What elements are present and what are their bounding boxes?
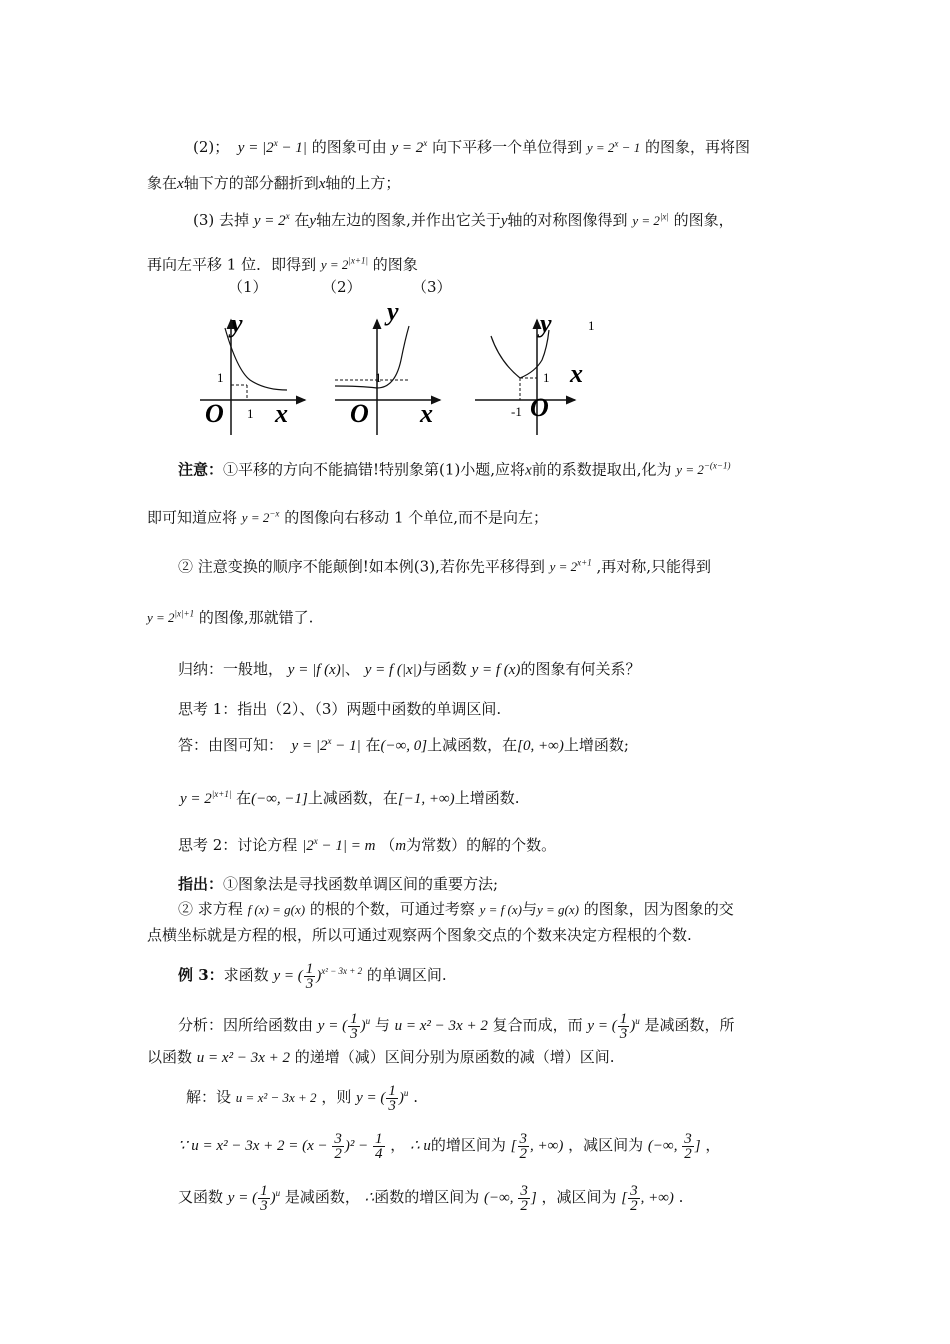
- graph-2: [335, 300, 440, 435]
- curve: [335, 326, 409, 388]
- tick-1: 1: [375, 370, 382, 385]
- y-label: y: [540, 309, 552, 338]
- para3-line1: (3) 去掉 $y = 2^x$ 在y轴左边的图象,并作出它关于y轴的对称图像得到 $y = 2^{|x|}$ 的图象，: [193, 211, 734, 229]
- note-line2: 即可知道应将 $y = 2^{-x}$ 的图像向右移动 1 个单位,而不是向左；: [147, 508, 549, 527]
- y-label: y: [387, 300, 399, 326]
- formula: $y = 2^x - 1$: [586, 138, 641, 155]
- graph-1: [200, 309, 305, 435]
- fig-label-3: （3）: [412, 278, 452, 296]
- note2-line2: $y = 2^{|x|+1}$ 的图像,那就错了.: [147, 608, 314, 627]
- x-label: x: [275, 399, 288, 428]
- tick-1: 1: [588, 318, 595, 333]
- y-label: y: [231, 309, 243, 338]
- analysis-line1: 分析：因所给函数由 y = ( $\frac{1}{3}$ )$^u$ 与 u = x² − 3x + 2 复合而成，而 y = ( $\frac{1}{3}$ )$^u$ 是减函数，所: [178, 1011, 735, 1043]
- point-line2: ② 求方程 f (x) = g(x) 的根的个数，可通过考察 y = f (x)与y = g(x) 的图象，因为图象的交: [178, 900, 734, 918]
- fig-label-2: （2）: [322, 278, 362, 296]
- fig-label-1: （1）: [228, 278, 268, 296]
- analysis-line2: 以函数 u = x² − 3x + 2 的递增（减）区间分别为原函数的减（增）区间.: [147, 1048, 615, 1066]
- para2-line1: (2)； $y = |2^x - 1|$ 的图象可由 $y = 2^x$ 向下平移一个单位得到 $y = 2^x - 1$ 的图象，再将图: [193, 138, 750, 156]
- point-line3: 点横坐标就是方程的根，所以可通过观察两个图象交点的个数来决定方程根的个数.: [147, 926, 692, 944]
- answer-line2: $y = 2^{|x+1|}$ 在(−∞, −1]上减函数，在[−1, +∞)上增函数.: [180, 789, 520, 807]
- formula: $y = |2^x - 1|$: [234, 138, 307, 156]
- origin-label: O: [530, 393, 549, 422]
- formula: $y = 2^x$: [391, 138, 428, 156]
- because-line: ∵ u = x² − 3x + 2 = (x − $\frac{3}{2}$ )² − $\frac{1}{4}$ ， ∴ u的增区间为 [ $\frac{3}{2}$ , +∞) ，减区间为 (−∞, $\frac{3}{2}$ ] ，: [178, 1131, 721, 1162]
- tick-1: 1: [217, 370, 224, 385]
- tick-1: 1: [543, 370, 550, 385]
- summary-line: 归纳：一般地， y = |f (x)|、 y = f (|x|)与函数 y = f (x)的图象有何关系？: [178, 660, 641, 678]
- x-label: x: [570, 359, 583, 388]
- point-line1: 指出：①图象法是寻找函数单调区间的重要方法;: [178, 875, 499, 893]
- tick-minus-1: -1: [511, 404, 522, 419]
- also-line: 又函数 y = ( $\frac{1}{3}$ )$^u$ 是减函数， ∴函数的增区间为 (−∞, $\frac{3}{2}$ ] ，减区间为 [ $\frac{3}{2}$ , +∞) .: [178, 1183, 684, 1215]
- origin-label: O: [350, 399, 369, 428]
- para2-line2: 象在x轴下方的部分翻折到x轴的上方；: [147, 174, 401, 192]
- think2-line: 思考 2：讨论方程 $|2^x - 1| = m$ （m为常数）的解的个数。: [178, 836, 557, 854]
- graph-3: [475, 309, 595, 435]
- para3-line2: 再向左平移 1 位．即得到 $y = 2^{|x+1|}$ 的图象: [147, 255, 418, 274]
- note2-line1: ② 注意变换的顺序不能颠倒!如本例(3),若你先平移得到 $y = 2^{x+1}$ ,再对称,只能得到: [178, 557, 712, 576]
- origin-label: O: [205, 399, 224, 428]
- x-label: x: [420, 399, 433, 428]
- note-line1: 注意：①平移的方向不能搞错!特别象第(1)小题,应将x前的系数提取出,化为 $y = 2^{-(x-1)}$: [178, 460, 731, 479]
- solution-line: 解：设 u = x² − 3x + 2 ，则 y = ( $\frac{1}{3}$ )$^u$ .: [186, 1083, 418, 1115]
- example3-line: 例 3：求函数 y = ( $\frac{1}{3}$ )$^{x^2 - 3x + 2}$ 的单调区间.: [178, 961, 447, 993]
- answer-line1: 答：由图可知： $y = |2^x - 1|$ 在(−∞, 0]上减函数，在[0, +∞)上增函数;: [178, 736, 629, 754]
- think1-line: 思考 1：指出（2）、（3）两题中函数的单调区间.: [178, 700, 502, 718]
- tick-1: 1: [247, 406, 254, 421]
- graphs-figure: [195, 300, 615, 440]
